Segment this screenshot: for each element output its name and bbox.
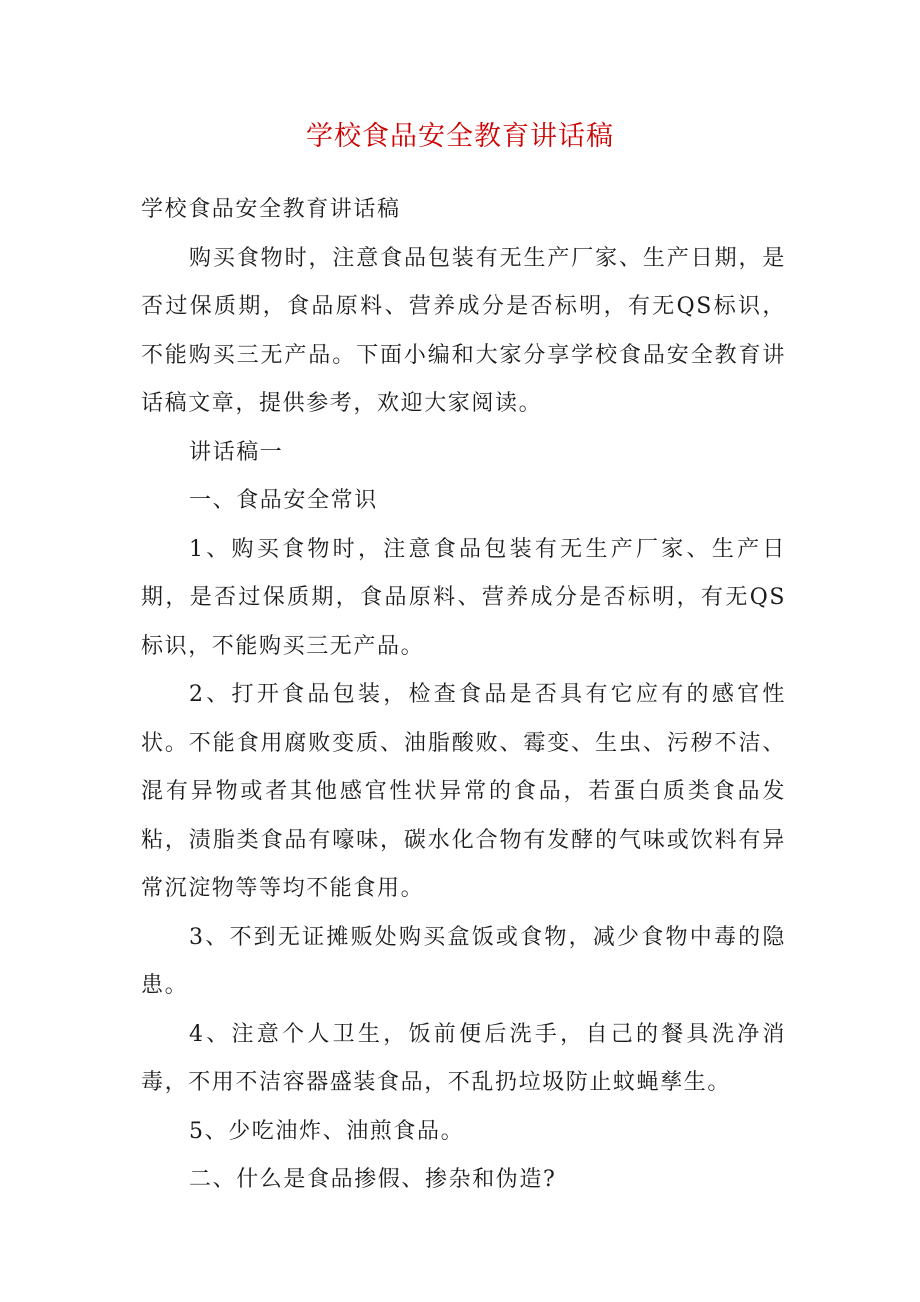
body-paragraph: 3、不到无证摊贩处购买盒饭或食物，减少食物中毒的隐患。 [141, 924, 786, 998]
body-paragraph: 5、少吃油炸、油煎食品。 [189, 1118, 465, 1144]
document-title: 学校食品安全教育讲话稿 [306, 121, 614, 152]
body-paragraph: 一、食品安全常识 [189, 488, 378, 513]
body-paragraph: 二、什么是食品掺假、掺杂和伪造? [189, 1167, 557, 1192]
document-body [141, 186, 786, 1205]
body-paragraph: 1、购买食物时，注意食品包装有无生产厂家、生产日期，是否过保质期，食品原料、营养成分是否标明，有无QS标识，不能购买三无产品。 [141, 536, 786, 659]
body-paragraph: 4、注意个人卫生，饭前便后洗手，自己的餐具洗净消毒，不用不洁容器盛装食品，不乱扔垃圾防止蚊蝇孳生。 [141, 1021, 786, 1095]
body-paragraph: 学校食品安全教育讲话稿 [141, 197, 401, 222]
body-paragraph: 购买食物时，注意食品包装有无生产厂家、生产日期，是否过保质期，食品原料、营养成分是否标明，有无QS标识，不能购买三无产品。下面小编和大家分享学校食品安全教育讲话稿文章，提供参考，欢迎大家阅读。 [141, 245, 786, 416]
body-paragraph: 讲话稿一 [189, 439, 284, 465]
body-paragraph: 2、打开食品包装，检查食品是否具有它应有的感官性状。不能食用腐败变质、油脂酸败、霉变、生虫、污秽不洁、混有异物或者其他感官性状异常的食品，若蛋白质类食品发粘，渍脂类食品有嚎味，碳水化合物有发酵的气味或饮料有异常沉淀物等等均不能食用。 [141, 682, 786, 901]
